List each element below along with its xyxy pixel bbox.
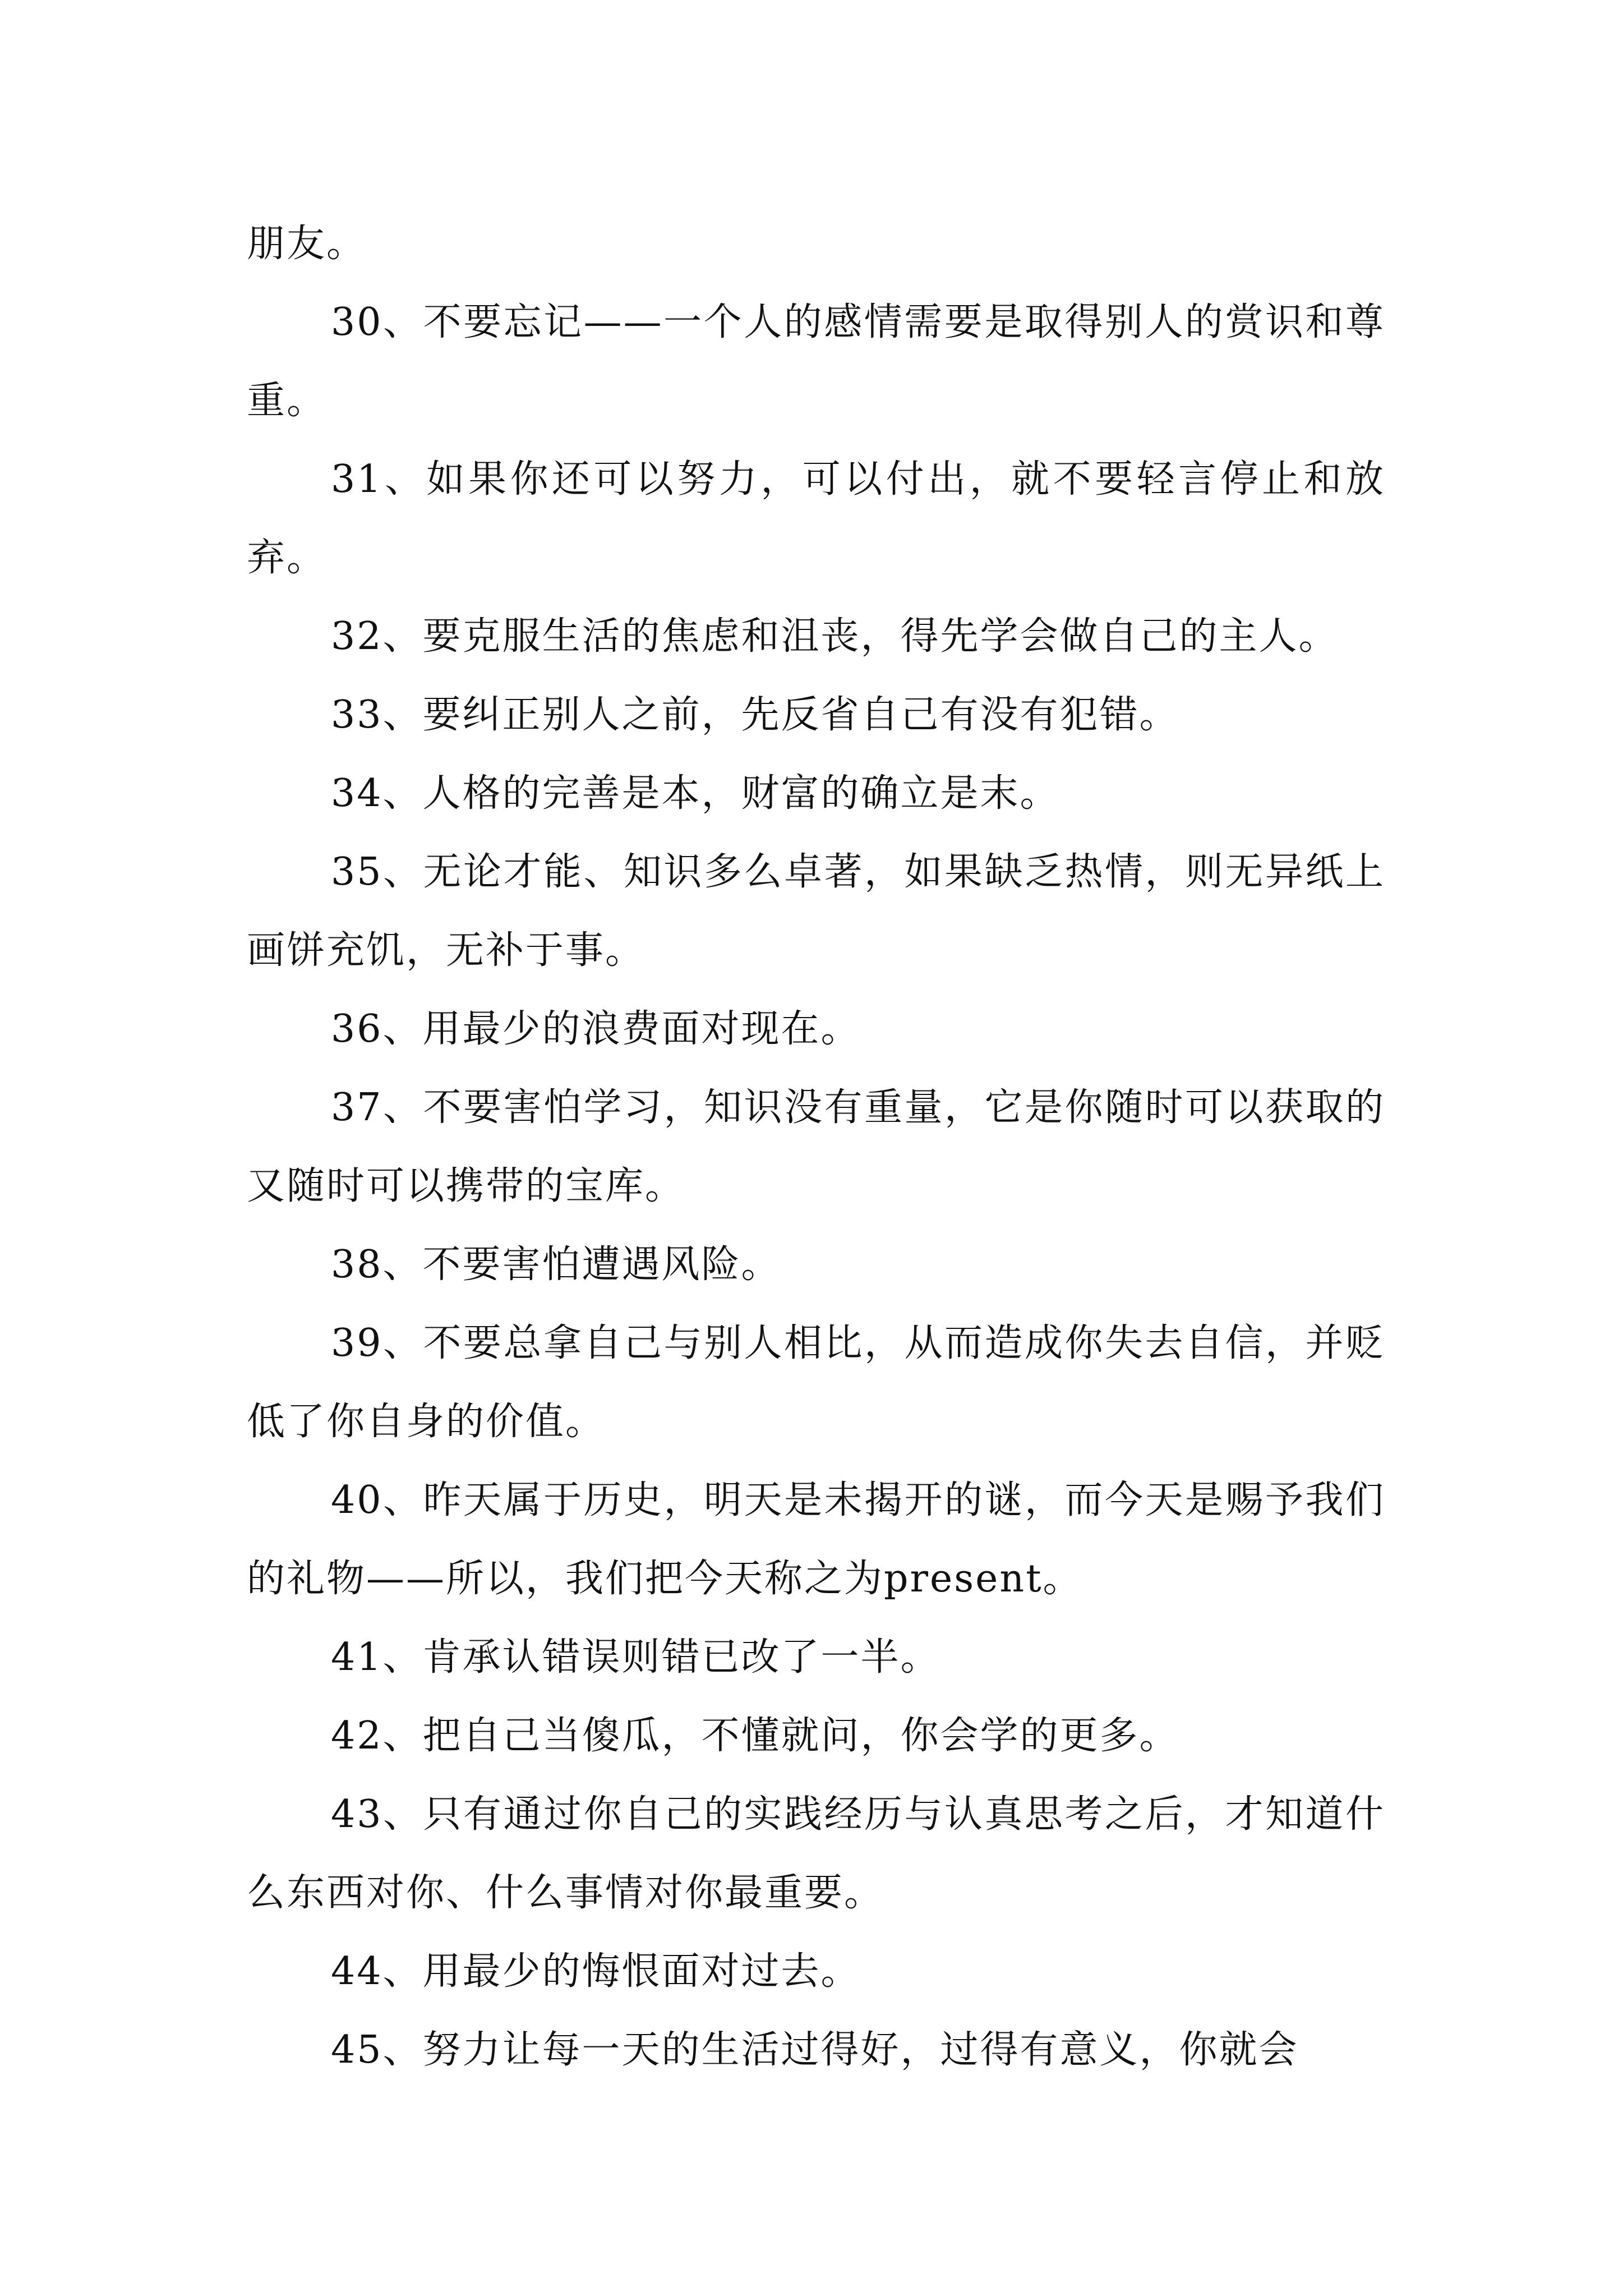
paragraph-item-41: 41、肯承认错误则错已改了一半。 — [331, 1635, 940, 1680]
paragraph-item-38: 38、不要害怕遭遇风险。 — [331, 1243, 781, 1287]
paragraph-item-34: 34、人格的完善是本，财富的确立是末。 — [331, 771, 1060, 816]
paragraph-item-45: 45、努力让每一天的生活过得好，过得有意义，你就会 — [331, 2028, 1299, 2072]
paragraph-item-35: 35、无论才能、知识多么卓著，如果缺乏热情，则无异纸上画饼充饥，无补于事。 — [247, 850, 1385, 973]
paragraph-item-31: 31、如果你还可以努力，可以付出，就不要轻言停止和放弃。 — [247, 457, 1385, 580]
paragraph-line: 朋友。 — [247, 222, 367, 266]
paragraph-item-43: 43、只有通过你自己的实践经历与认真思考之后，才知道什么东西对你、什么事情对你最重要。 — [247, 1792, 1385, 1915]
paragraph-item-40: 40、昨天属于历史，明天是未揭开的谜，而今天是赐予我们的礼物——所以，我们把今天称之为present。 — [247, 1478, 1385, 1601]
paragraph-item-37: 37、不要害怕学习，知识没有重量，它是你随时可以获取的又随时可以携带的宝库。 — [247, 1085, 1385, 1208]
paragraph-item-33: 33、要纠正别人之前，先反省自己有没有犯错。 — [331, 693, 1179, 737]
document-body — [247, 205, 1385, 2090]
paragraph-item-30: 30、不要忘记——一个人的感情需要是取得别人的赏识和尊重。 — [247, 300, 1385, 423]
paragraph-item-36: 36、用最少的浪费面对现在。 — [331, 1007, 861, 1051]
paragraph-item-42: 42、把自己当傻瓜，不懂就问，你会学的更多。 — [331, 1714, 1179, 1758]
paragraph-item-44: 44、用最少的悔恨面对过去。 — [331, 1949, 861, 1994]
paragraph-item-39: 39、不要总拿自己与别人相比，从而造成你失去自信，并贬低了你自身的价值。 — [247, 1321, 1385, 1444]
paragraph-item-32: 32、要克服生活的焦虑和沮丧，得先学会做自己的主人。 — [331, 614, 1339, 659]
